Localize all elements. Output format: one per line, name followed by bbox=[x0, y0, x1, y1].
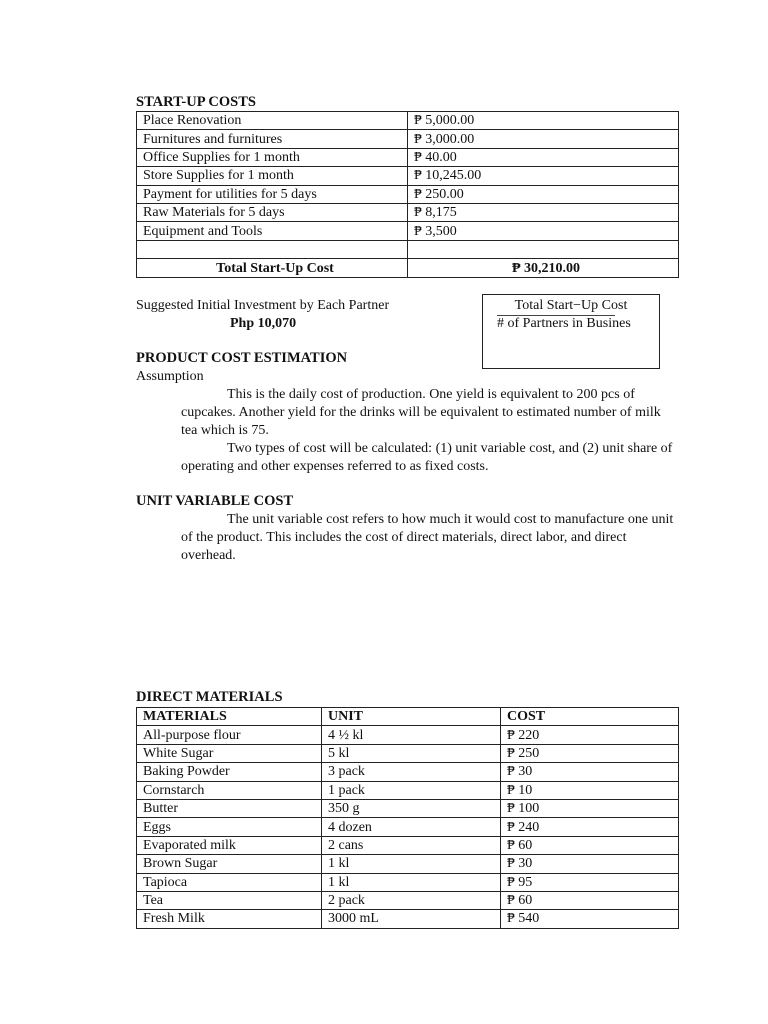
material-unit: 3 pack bbox=[322, 763, 501, 781]
material-name: Eggs bbox=[137, 818, 322, 836]
formula-box bbox=[482, 294, 660, 369]
startup-cost: ₱ 3,500 bbox=[408, 222, 679, 240]
material-unit: 2 cans bbox=[322, 836, 501, 854]
column-header: UNIT bbox=[322, 708, 501, 726]
table-row bbox=[137, 744, 679, 762]
startup-item: Place Renovation bbox=[137, 112, 408, 130]
startup-item: Furnitures and furnitures bbox=[137, 130, 408, 148]
material-unit: 1 kl bbox=[322, 873, 501, 891]
column-header: MATERIALS bbox=[137, 708, 322, 726]
assumption-paragraph-1: This is the daily cost of production. One yield is equivalent to 200 pcs of cupcakes. Another yield for the drinks will be equivalent to estimated number of milk tea which is 75. bbox=[181, 387, 661, 438]
total-label: Total Start-Up Cost bbox=[137, 259, 408, 278]
material-unit: 2 pack bbox=[322, 891, 501, 909]
material-cost: ₱ 220 bbox=[501, 726, 679, 744]
material-unit: 350 g bbox=[322, 799, 501, 817]
material-cost: ₱ 540 bbox=[501, 910, 679, 928]
startup-cost: ₱ 10,245.00 bbox=[408, 167, 679, 185]
material-unit: 5 kl bbox=[322, 744, 501, 762]
investment-label: Suggested Initial Investment by Each Partner bbox=[136, 298, 390, 313]
startup-item: Payment for utilities for 5 days bbox=[137, 185, 408, 203]
table-row-empty bbox=[137, 240, 679, 258]
table-row bbox=[137, 763, 679, 781]
material-cost: ₱ 60 bbox=[501, 891, 679, 909]
material-cost: ₱ 95 bbox=[501, 873, 679, 891]
empty-cell bbox=[137, 240, 408, 258]
table-row bbox=[137, 726, 679, 744]
assumption-subheading: Assumption bbox=[136, 369, 204, 384]
material-name: Evaporated milk bbox=[137, 836, 322, 854]
table-row bbox=[137, 130, 679, 148]
column-header: COST bbox=[501, 708, 679, 726]
material-unit: 4 ½ kl bbox=[322, 726, 501, 744]
material-unit: 4 dozen bbox=[322, 818, 501, 836]
table-row bbox=[137, 891, 679, 909]
material-name: All-purpose flour bbox=[137, 726, 322, 744]
material-cost: ₱ 250 bbox=[501, 744, 679, 762]
investment-value: Php 10,070 bbox=[230, 316, 297, 331]
startup-cost: ₱ 5,000.00 bbox=[408, 112, 679, 130]
formula-numerator: Total Start−Up Cost bbox=[514, 298, 628, 313]
table-header-row bbox=[137, 708, 679, 726]
formula-denominator: # of Partners in Busines bbox=[497, 316, 631, 331]
startup-cost: ₱ 40.00 bbox=[408, 148, 679, 166]
material-name: Cornstarch bbox=[137, 781, 322, 799]
product-cost-heading: PRODUCT COST ESTIMATION bbox=[136, 350, 348, 366]
startup-cost: ₱ 8,175 bbox=[408, 203, 679, 221]
material-cost: ₱ 100 bbox=[501, 799, 679, 817]
table-row bbox=[137, 873, 679, 891]
material-name: Brown Sugar bbox=[137, 855, 322, 873]
material-name: Butter bbox=[137, 799, 322, 817]
material-cost: ₱ 10 bbox=[501, 781, 679, 799]
startup-item: Store Supplies for 1 month bbox=[137, 167, 408, 185]
empty-cell bbox=[408, 240, 679, 258]
table-row bbox=[137, 910, 679, 928]
table-row bbox=[137, 148, 679, 166]
startup-item: Office Supplies for 1 month bbox=[137, 148, 408, 166]
table-row bbox=[137, 112, 679, 130]
table-row bbox=[137, 167, 679, 185]
table-row bbox=[137, 203, 679, 221]
startup-heading: START-UP COSTS bbox=[136, 94, 256, 110]
assumption-paragraph-2: Two types of cost will be calculated: (1) unit variable cost, and (2) unit share of operating and other expenses referred to as fixed costs. bbox=[181, 441, 673, 474]
material-name: Tea bbox=[137, 891, 322, 909]
material-name: Fresh Milk bbox=[137, 910, 322, 928]
material-unit: 3000 mL bbox=[322, 910, 501, 928]
startup-item: Raw Materials for 5 days bbox=[137, 203, 408, 221]
table-row bbox=[137, 836, 679, 854]
material-cost: ₱ 30 bbox=[501, 763, 679, 781]
unit-variable-heading: UNIT VARIABLE COST bbox=[136, 493, 294, 509]
table-row bbox=[137, 855, 679, 873]
table-row bbox=[137, 185, 679, 203]
table-row bbox=[137, 781, 679, 799]
material-cost: ₱ 30 bbox=[501, 855, 679, 873]
startup-cost: ₱ 250.00 bbox=[408, 185, 679, 203]
material-unit: 1 kl bbox=[322, 855, 501, 873]
startup-table bbox=[136, 111, 679, 278]
material-name: Baking Powder bbox=[137, 763, 322, 781]
startup-item: Equipment and Tools bbox=[137, 222, 408, 240]
unit-variable-paragraph: The unit variable cost refers to how much it would cost to manufacture one unit of the product. This includes the cost of direct materials, direct labor, and direct overhead. bbox=[181, 512, 674, 563]
material-unit: 1 pack bbox=[322, 781, 501, 799]
direct-materials-table bbox=[136, 707, 679, 929]
table-row bbox=[137, 222, 679, 240]
material-name: Tapioca bbox=[137, 873, 322, 891]
total-row bbox=[137, 259, 679, 278]
total-value: ₱ 30,210.00 bbox=[408, 259, 679, 278]
direct-materials-heading: DIRECT MATERIALS bbox=[136, 689, 283, 705]
material-cost: ₱ 240 bbox=[501, 818, 679, 836]
table-row bbox=[137, 818, 679, 836]
table-row bbox=[137, 799, 679, 817]
startup-cost: ₱ 3,000.00 bbox=[408, 130, 679, 148]
material-cost: ₱ 60 bbox=[501, 836, 679, 854]
material-name: White Sugar bbox=[137, 744, 322, 762]
